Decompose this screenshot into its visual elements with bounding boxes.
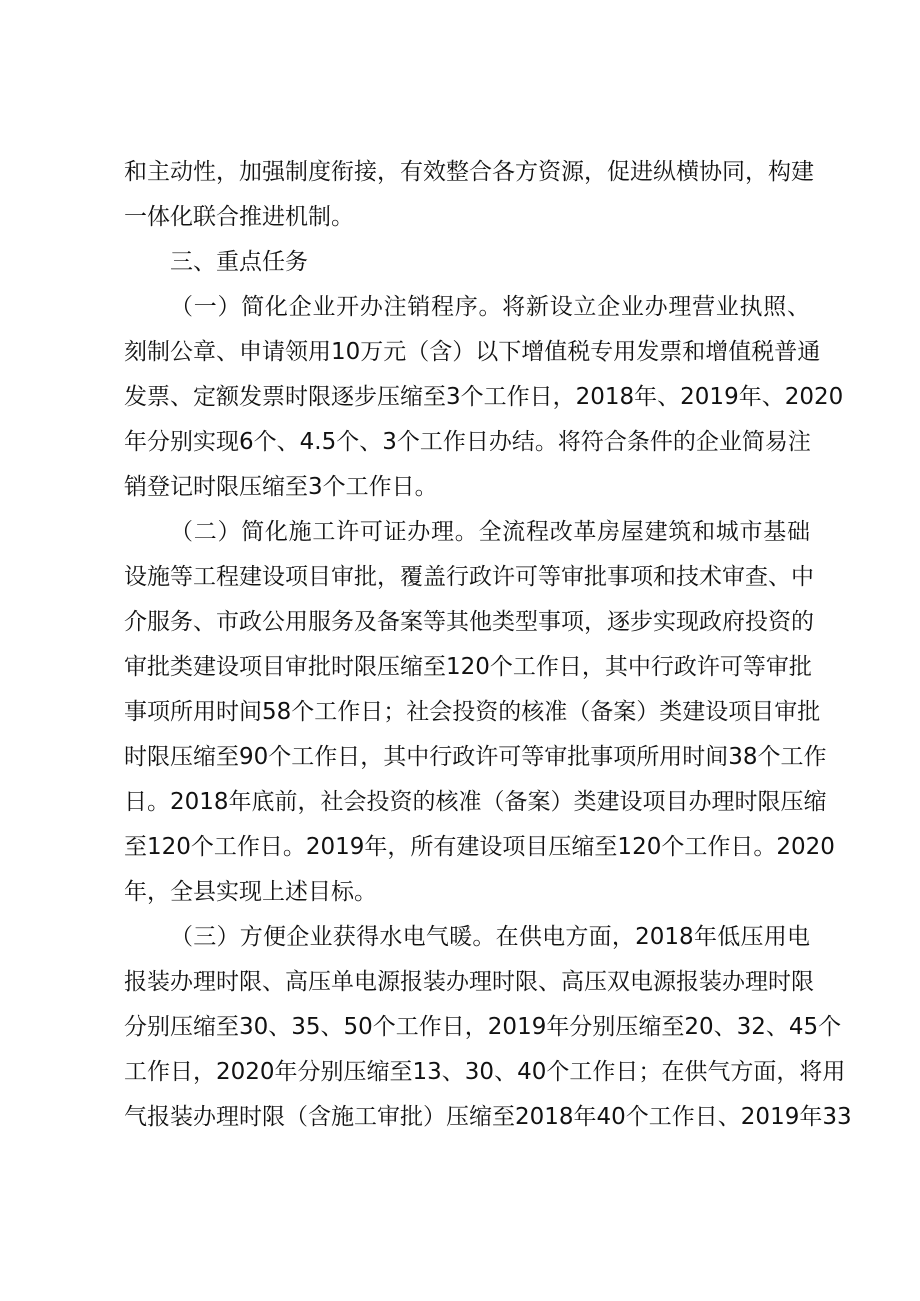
paragraph-line: 年，全县实现上述目标。 xyxy=(124,879,377,905)
paragraph-line: 气报装办理时限（含施工审批）压缩至2018年40个工作日、2019年33 xyxy=(124,1104,852,1130)
body-text xyxy=(124,150,852,1140)
paragraph-line: 时限压缩至90个工作日，其中行政许可等审批事项所用时间38个工作 xyxy=(124,744,827,770)
paragraph-line: 介服务、市政公用服务及备案等其他类型事项，逐步实现政府投资的 xyxy=(124,609,814,635)
paragraph-line: 和主动性，加强制度衔接，有效整合各方资源，促进纵横协同，构建 xyxy=(124,159,814,185)
paragraph-line: 年分别实现6个、4.5个、3个工作日办结。将符合条件的企业简易注 xyxy=(124,429,811,455)
paragraph-line: 设施等工程建设项目审批，覆盖行政许可等审批事项和技术审查、中 xyxy=(124,564,814,590)
paragraph-line: 审批类建设项目审批时限压缩至120个工作日，其中行政许可等审批 xyxy=(124,654,812,680)
paragraph-line: （二）简化施工许可证办理。全流程改革房屋建筑和城市基础 xyxy=(170,519,810,545)
paragraph-line: （一）简化企业开办注销程序。将新设立企业办理营业执照、 xyxy=(170,294,810,320)
paragraph-line: 一体化联合推进机制。 xyxy=(124,204,354,230)
paragraph-line: 分别压缩至30、35、50个工作日，2019年分别压缩至20、32、45个 xyxy=(124,1014,842,1040)
paragraph-line: 刻制公章、申请领用10万元（含）以下增值税专用发票和增值税普通 xyxy=(124,339,821,365)
paragraph-line: 工作日，2020年分别压缩至13、30、40个工作日；在供气方面，将用 xyxy=(124,1059,846,1085)
paragraph-line: 发票、定额发票时限逐步压缩至3个工作日，2018年、2019年、2020 xyxy=(124,384,844,410)
paragraph-line: 事项所用时间58个工作日；社会投资的核准（备案）类建设项目审批 xyxy=(124,699,821,725)
section-heading: 三、重点任务 xyxy=(170,249,308,275)
paragraph-line: 日。2018年底前，社会投资的核准（备案）类建设项目办理时限压缩 xyxy=(124,789,827,815)
paragraph-line: 销登记时限压缩至3个工作日。 xyxy=(124,474,438,500)
paragraph-line: 至120个工作日。2019年，所有建设项目压缩至120个工作日。2020 xyxy=(124,834,835,860)
paragraph-line: 报装办理时限、高压单电源报装办理时限、高压双电源报装办理时限 xyxy=(124,969,814,995)
paragraph-line: （三）方便企业获得水电气暖。在供电方面，2018年低压用电 xyxy=(170,924,810,950)
